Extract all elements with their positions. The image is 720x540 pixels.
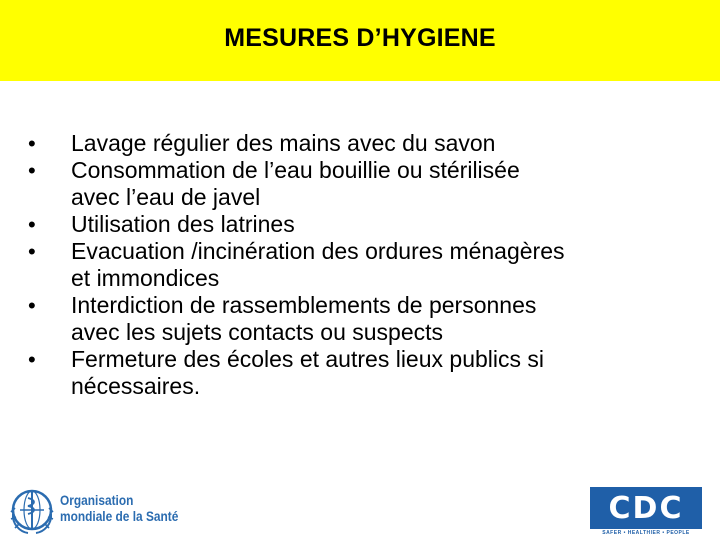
bullet-text-continued: et immondices <box>71 265 220 291</box>
bullet-item <box>28 211 688 238</box>
bullet-text: Lavage régulier des mains avec du savon <box>71 130 496 156</box>
who-logo <box>6 484 226 536</box>
who-emblem-icon <box>6 484 58 536</box>
bullet-marker: • <box>28 347 36 372</box>
bullet-marker: • <box>28 131 36 156</box>
bullet-text: Utilisation des latrines <box>71 211 295 237</box>
bullet-item <box>28 238 688 292</box>
who-text-line1: Organisation <box>60 492 134 508</box>
slide-title: MESURES D’HYGIENE <box>224 24 496 52</box>
bullet-item <box>28 292 688 346</box>
cdc-logo <box>590 487 702 537</box>
bullet-text-continued: nécessaires. <box>71 373 201 399</box>
bullet-text: Fermeture des écoles et autres lieux publics si <box>71 346 544 372</box>
bullet-text: Consommation de l’eau bouillie ou stérilisée <box>71 157 520 183</box>
bullet-item <box>28 130 688 157</box>
bullet-text: Interdiction de rassemblements de personnes <box>71 292 537 318</box>
bullet-item <box>28 346 688 400</box>
bullet-marker: • <box>28 212 36 237</box>
cdc-tagline: SAFER • HEALTHIER • PEOPLE <box>602 530 690 536</box>
bullet-item <box>28 157 688 211</box>
bullet-marker: • <box>28 158 36 183</box>
bullet-list <box>28 130 688 400</box>
bullet-text: Evacuation /incinération des ordures ménagères <box>71 238 565 264</box>
bullet-marker: • <box>28 239 36 264</box>
bullet-text-continued: avec les sujets contacts ou suspects <box>71 319 444 345</box>
who-text-line2: mondiale de la Santé <box>60 508 179 524</box>
bullet-marker: • <box>28 293 36 318</box>
who-text <box>60 492 178 524</box>
cdc-letters: CDC <box>608 491 684 526</box>
bullet-text-continued: avec l’eau de javel <box>71 184 261 210</box>
